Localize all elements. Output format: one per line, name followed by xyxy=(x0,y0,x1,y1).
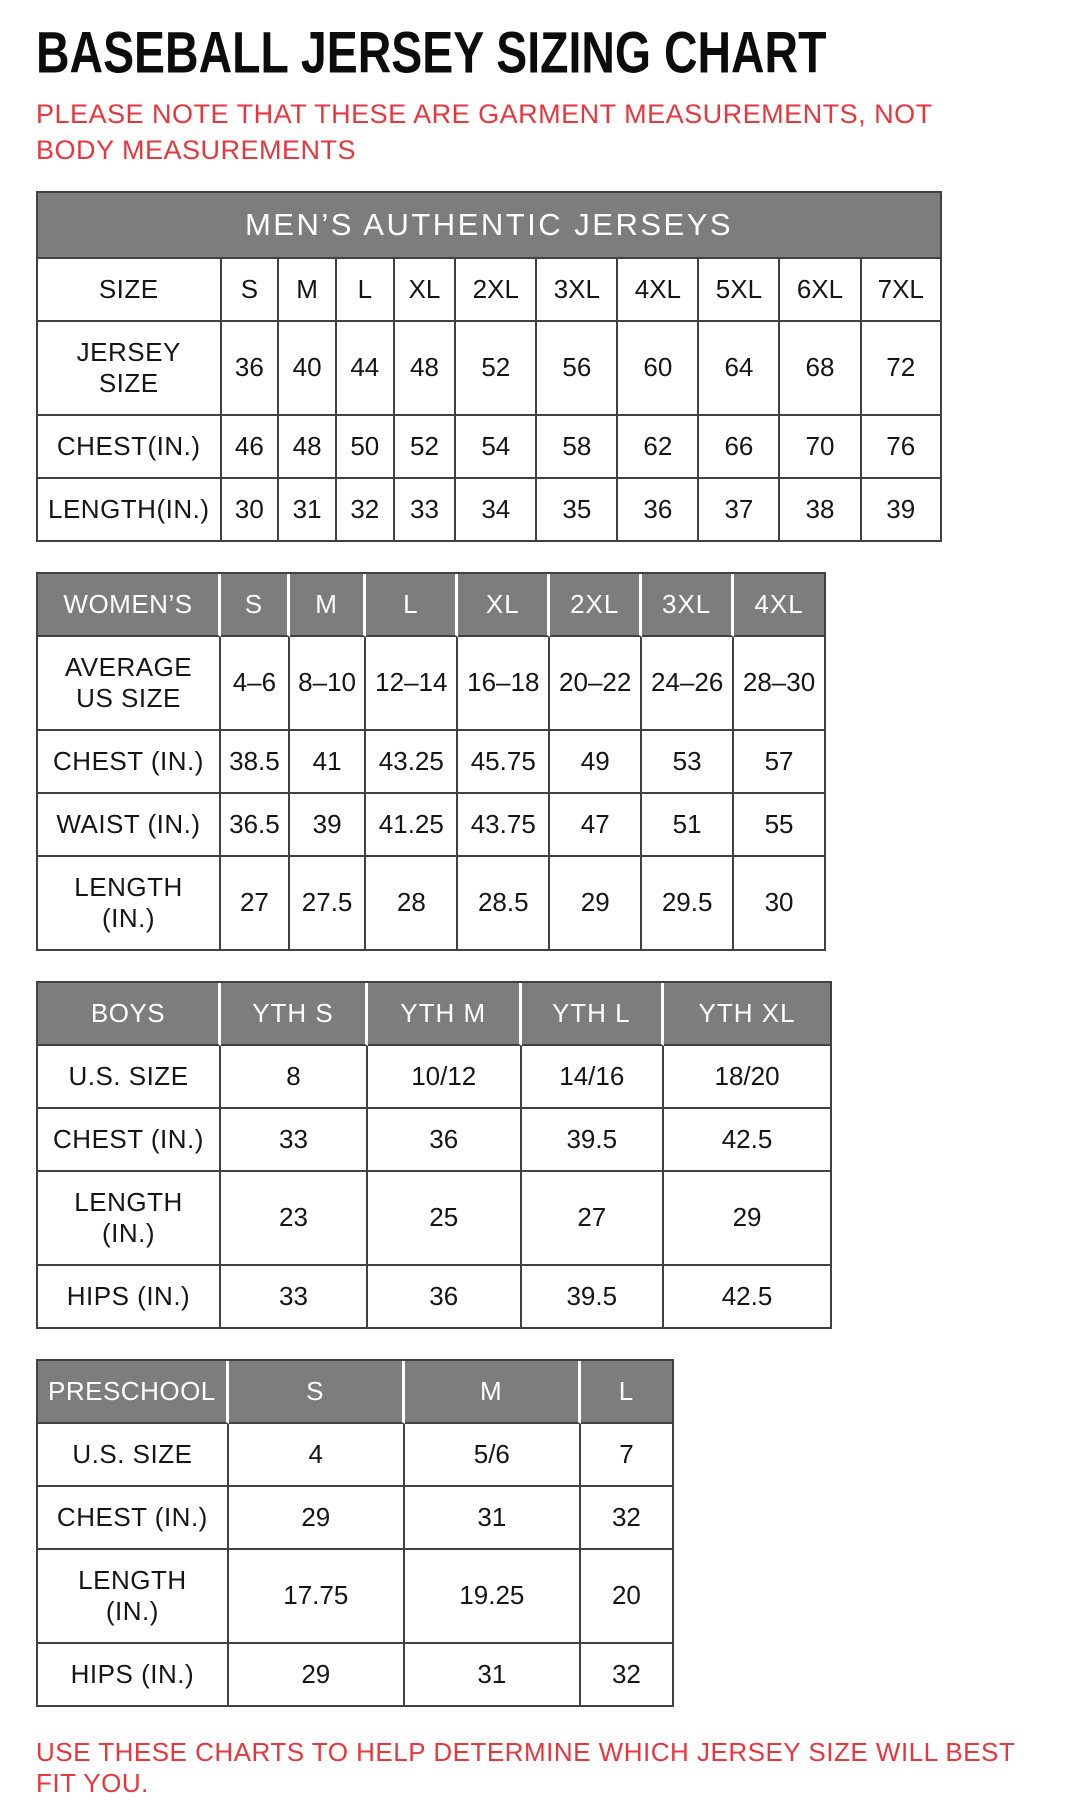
value-cell: 5XL xyxy=(699,259,780,322)
mens-table-title: MEN’S AUTHENTIC JERSEYS xyxy=(38,193,940,259)
womens-column-header: M xyxy=(290,574,367,637)
row-label: CHEST (IN.) xyxy=(38,1109,221,1172)
boys-header-row xyxy=(38,983,830,1046)
womens-column-header: 2XL xyxy=(550,574,642,637)
value-cell: 28–30 xyxy=(734,637,824,731)
boys-column-header: YTH L xyxy=(522,983,665,1046)
womens-column-header: XL xyxy=(458,574,550,637)
value-cell: 6XL xyxy=(780,259,861,322)
value-cell: 72 xyxy=(862,322,941,416)
value-cell: 41.25 xyxy=(366,794,458,857)
boys-table-row xyxy=(38,1046,830,1109)
value-cell: 54 xyxy=(456,416,537,479)
value-cell: 49 xyxy=(550,731,642,794)
mens-table-row xyxy=(38,416,940,479)
mens-table-row xyxy=(38,322,940,416)
boys-column-header: YTH XL xyxy=(664,983,830,1046)
value-cell: 25 xyxy=(368,1172,522,1266)
value-cell: 18/20 xyxy=(664,1046,830,1109)
boys-column-header: YTH M xyxy=(368,983,522,1046)
value-cell: 31 xyxy=(279,479,337,540)
row-label: LENGTH (IN.) xyxy=(38,1550,229,1644)
row-label: LENGTH (IN.) xyxy=(38,857,221,949)
preschool-jerseys-table xyxy=(36,1359,1047,1707)
value-cell: 4XL xyxy=(618,259,699,322)
womens-table-row xyxy=(38,637,824,731)
value-cell: 8–10 xyxy=(290,637,367,731)
row-label: HIPS (IN.) xyxy=(38,1644,229,1705)
value-cell: M xyxy=(279,259,337,322)
row-label: WAIST (IN.) xyxy=(38,794,221,857)
boys-table-row xyxy=(38,1109,830,1172)
value-cell: 55 xyxy=(734,794,824,857)
value-cell: 30 xyxy=(734,857,824,949)
womens-table-row xyxy=(38,731,824,794)
value-cell: 29.5 xyxy=(642,857,734,949)
value-cell: 38 xyxy=(780,479,861,540)
boys-table-row xyxy=(38,1266,830,1327)
womens-jerseys-table xyxy=(36,572,1047,951)
value-cell: 39 xyxy=(862,479,941,540)
value-cell: 39 xyxy=(290,794,367,857)
value-cell: 29 xyxy=(664,1172,830,1266)
value-cell: 17.75 xyxy=(229,1550,405,1644)
value-cell: 60 xyxy=(618,322,699,416)
preschool-header-label: PRESCHOOL xyxy=(38,1361,229,1424)
value-cell: 44 xyxy=(337,322,395,416)
garment-measurement-note: PLEASE NOTE THAT THESE ARE GARMENT MEASUREMENTS, NOT BODY MEASUREMENTS xyxy=(36,99,933,166)
value-cell: 48 xyxy=(279,416,337,479)
row-label: CHEST(IN.) xyxy=(38,416,222,479)
womens-size-table xyxy=(36,572,826,951)
row-label: U.S. SIZE xyxy=(38,1424,229,1487)
value-cell: 46 xyxy=(222,416,280,479)
value-cell: 47 xyxy=(550,794,642,857)
boys-column-header: YTH S xyxy=(221,983,368,1046)
value-cell: 35 xyxy=(537,479,618,540)
mens-table-row xyxy=(38,479,940,540)
value-cell: 32 xyxy=(581,1644,672,1705)
value-cell: 36 xyxy=(368,1266,522,1327)
value-cell: 29 xyxy=(229,1487,405,1550)
value-cell: 27.5 xyxy=(290,857,367,949)
womens-column-header: S xyxy=(221,574,290,637)
value-cell: 39.5 xyxy=(522,1266,665,1327)
value-cell: 23 xyxy=(221,1172,368,1266)
value-cell: 68 xyxy=(780,322,861,416)
preschool-table-row xyxy=(38,1487,672,1550)
value-cell: 42.5 xyxy=(664,1109,830,1172)
value-cell: 7XL xyxy=(862,259,941,322)
value-cell: 52 xyxy=(456,322,537,416)
preschool-header-row xyxy=(38,1361,672,1424)
row-label: HIPS (IN.) xyxy=(38,1266,221,1327)
value-cell: 57 xyxy=(734,731,824,794)
row-label: SIZE xyxy=(38,259,222,322)
value-cell: 51 xyxy=(642,794,734,857)
mens-size-table xyxy=(36,191,942,542)
footer-note: USE THESE CHARTS TO HELP DETERMINE WHICH JERSEY SIZE WILL BEST FIT YOU. xyxy=(36,1736,1015,1798)
value-cell: 33 xyxy=(221,1266,368,1327)
sizing-chart-page xyxy=(36,22,1047,1799)
value-cell: 76 xyxy=(862,416,941,479)
value-cell: 32 xyxy=(581,1487,672,1550)
value-cell: 36 xyxy=(618,479,699,540)
value-cell: 43.25 xyxy=(366,731,458,794)
mens-table-row xyxy=(38,259,940,322)
value-cell: 70 xyxy=(780,416,861,479)
womens-column-header: L xyxy=(366,574,458,637)
row-label: JERSEY SIZE xyxy=(38,322,222,416)
value-cell: S xyxy=(222,259,280,322)
value-cell: 5/6 xyxy=(405,1424,581,1487)
boys-jerseys-table xyxy=(36,981,1047,1329)
value-cell: 31 xyxy=(405,1644,581,1705)
value-cell: 8 xyxy=(221,1046,368,1109)
value-cell: 56 xyxy=(537,322,618,416)
value-cell: 30 xyxy=(222,479,280,540)
value-cell: 40 xyxy=(279,322,337,416)
value-cell: 12–14 xyxy=(366,637,458,731)
womens-column-header: 4XL xyxy=(734,574,824,637)
value-cell: 62 xyxy=(618,416,699,479)
value-cell: 3XL xyxy=(537,259,618,322)
value-cell: 16–18 xyxy=(458,637,550,731)
value-cell: 14/16 xyxy=(522,1046,665,1109)
value-cell: 19.25 xyxy=(405,1550,581,1644)
value-cell: 66 xyxy=(699,416,780,479)
value-cell: 20–22 xyxy=(550,637,642,731)
value-cell: 10/12 xyxy=(368,1046,522,1109)
row-label: U.S. SIZE xyxy=(38,1046,221,1109)
value-cell: 24–26 xyxy=(642,637,734,731)
value-cell: 52 xyxy=(395,416,457,479)
value-cell: 58 xyxy=(537,416,618,479)
value-cell: 29 xyxy=(229,1644,405,1705)
row-label: LENGTH(IN.) xyxy=(38,479,222,540)
value-cell: 36.5 xyxy=(221,794,290,857)
value-cell: 38.5 xyxy=(221,731,290,794)
womens-header-label: WOMEN’S xyxy=(38,574,221,637)
value-cell: 29 xyxy=(550,857,642,949)
value-cell: 37 xyxy=(699,479,780,540)
value-cell: 48 xyxy=(395,322,457,416)
boys-table-row xyxy=(38,1172,830,1266)
row-label: LENGTH (IN.) xyxy=(38,1172,221,1266)
page-title: BASEBALL JERSEY SIZING CHART xyxy=(36,20,827,86)
row-label: CHEST (IN.) xyxy=(38,1487,229,1550)
value-cell: XL xyxy=(395,259,457,322)
mens-authentic-jerseys-table xyxy=(36,191,1047,542)
preschool-table-row xyxy=(38,1550,672,1644)
row-label: AVERAGE US SIZE xyxy=(38,637,221,731)
value-cell: 27 xyxy=(221,857,290,949)
value-cell: 28.5 xyxy=(458,857,550,949)
womens-column-header: 3XL xyxy=(642,574,734,637)
value-cell: 50 xyxy=(337,416,395,479)
value-cell: 4–6 xyxy=(221,637,290,731)
value-cell: L xyxy=(337,259,395,322)
preschool-column-header: L xyxy=(581,1361,672,1424)
value-cell: 45.75 xyxy=(458,731,550,794)
preschool-column-header: M xyxy=(405,1361,581,1424)
womens-table-row xyxy=(38,857,824,949)
value-cell: 4 xyxy=(229,1424,405,1487)
preschool-size-table xyxy=(36,1359,674,1707)
womens-table-row xyxy=(38,794,824,857)
value-cell: 27 xyxy=(522,1172,665,1266)
womens-header-row xyxy=(38,574,824,637)
row-label: CHEST (IN.) xyxy=(38,731,221,794)
value-cell: 36 xyxy=(368,1109,522,1172)
preschool-column-header: S xyxy=(229,1361,405,1424)
value-cell: 2XL xyxy=(456,259,537,322)
value-cell: 31 xyxy=(405,1487,581,1550)
boys-size-table xyxy=(36,981,832,1329)
value-cell: 41 xyxy=(290,731,367,794)
value-cell: 36 xyxy=(222,322,280,416)
value-cell: 43.75 xyxy=(458,794,550,857)
value-cell: 53 xyxy=(642,731,734,794)
value-cell: 28 xyxy=(366,857,458,949)
value-cell: 33 xyxy=(395,479,457,540)
value-cell: 20 xyxy=(581,1550,672,1644)
value-cell: 32 xyxy=(337,479,395,540)
value-cell: 7 xyxy=(581,1424,672,1487)
boys-header-label: BOYS xyxy=(38,983,221,1046)
preschool-table-row xyxy=(38,1644,672,1705)
value-cell: 64 xyxy=(699,322,780,416)
value-cell: 42.5 xyxy=(664,1266,830,1327)
preschool-table-row xyxy=(38,1424,672,1487)
value-cell: 33 xyxy=(221,1109,368,1172)
value-cell: 39.5 xyxy=(522,1109,665,1172)
value-cell: 34 xyxy=(456,479,537,540)
